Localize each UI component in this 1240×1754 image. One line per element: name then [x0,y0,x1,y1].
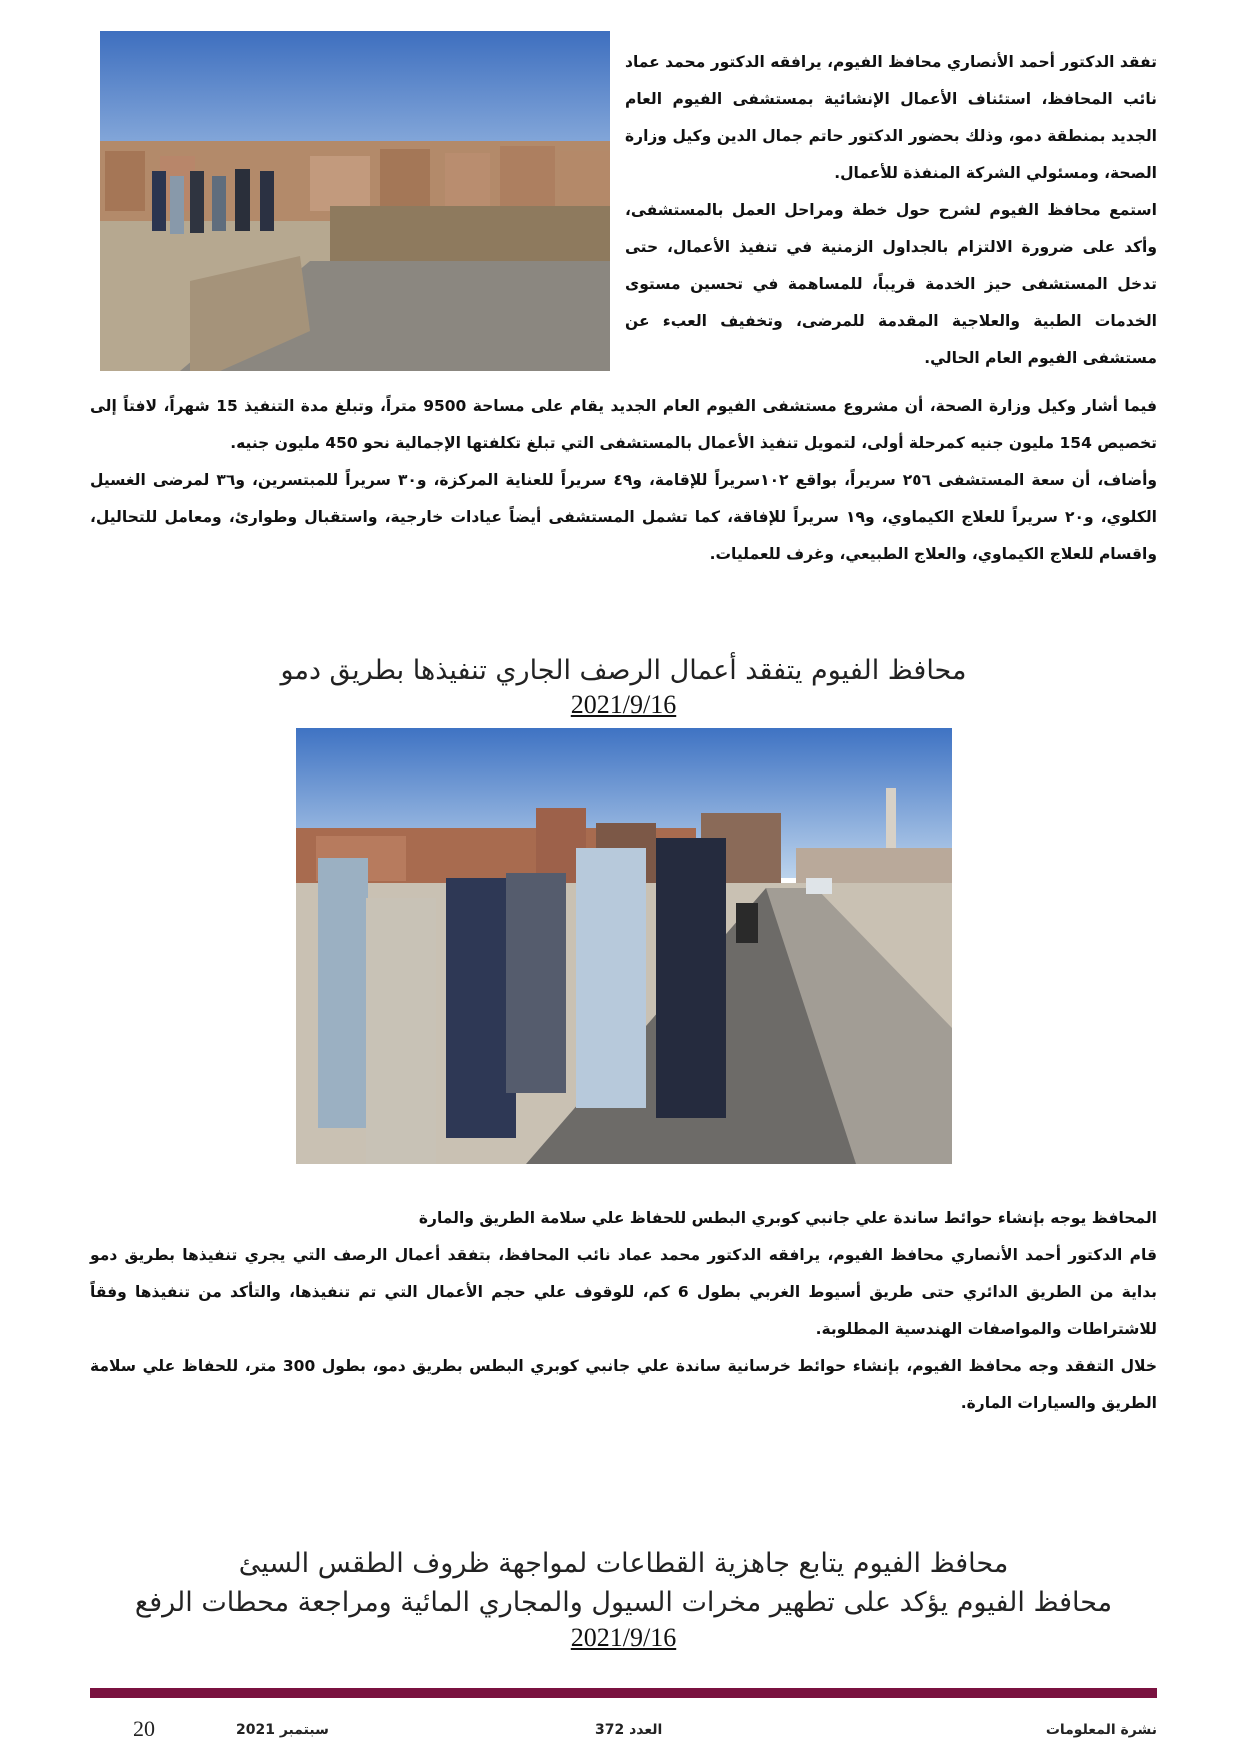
paragraph: تفقد الدكتور أحمد الأنصاري محافظ الفيوم، يرافقه الدكتور محمد عماد نائب المحافظ، استئناف الأعمال الإنشائية بمستشفى الفيوم العام الجديد بمنطقة دمو، وذلك بحضور الدكتور حاتم جمال الدين وكيل وزارة الصحة، ومسئولي الشركة المنفذة للأعمال. [625,53,1157,182]
section3-date: 2021/9/16 [570,1623,677,1652]
section2-text [90,1200,1157,1422]
paragraph: استمع محافظ الفيوم لشرح حول خطة ومراحل العمل بالمستشفى، وأكد على ضرورة الالتزام بالجداول الزمنية في تنفيذ الأعمال، حتى تدخل المستشفى حيز الخدمة قريباً، للمساهمة في تحسين مستوى الخدمات الطبية والعلاجية المقدمة للمرضى، وتخفيف العبء عن مستشفى الفيوم العام الحالي. [625,201,1157,367]
section2-headline: محافظ الفيوم يتفقد أعمال الرصف الجاري تنفيذها بطريق دمو [280,655,967,686]
section1-full-text [90,388,1157,573]
footer-issue: العدد 372 [595,1722,663,1738]
section3-headline-1: محافظ الفيوم يتابع جاهزية القطاعات لمواجهة ظروف الطقس السيئ [238,1548,1009,1579]
paragraph: قام الدكتور أحمد الأنصاري محافظ الفيوم، يرافقه الدكتور محمد عماد نائب المحافظ، بتفقد أعمال الرصف التي يجري تنفيذها بطريق دمو بداية من الطريق الدائري حتى طريق أسيوط الغربي بطول 6 كم، للوقوف علي حجم الأعمال التي تم تنفيذها، والتأكد من تنفيذها وفقاً للاشتراطات والمواصفات الهندسية المطلوبة. [90,1246,1157,1338]
paragraph: فيما أشار وكيل وزارة الصحة، أن مشروع مستشفى الفيوم العام الجديد يقام على مساحة 9500 متراً، وتبلغ مدة التنفيذ 15 شهراً، لافتاً إلى تخصيص 154 مليون جنيه كمرحلة أولى، لتمويل تنفيذ الأعمال بالمستشفى التي تبلغ تكلفتها الإجمالية نحو 450 مليون جنيه. [90,397,1157,452]
hospital-site-photo [100,31,610,371]
footer-page-number: 20 [133,1716,155,1741]
footer-month: سبتمبر 2021 [236,1722,329,1738]
subheadline: المحافظ يوجه بإنشاء حوائط ساندة علي جانبي كوبري البطس للحفاظ علي سلامة الطريق والمارة [418,1209,1157,1227]
footer-bar [90,1688,1157,1698]
hospital-site-image [100,31,610,371]
section3-headline-2: محافظ الفيوم يؤكد على تطهير مخرات السيول والمجاري المائية ومراجعة محطات الرفع [134,1587,1113,1618]
footer-publication: نشرة المعلومات [1045,1722,1157,1738]
section1-side-text [625,44,1157,377]
road-inspection-image [296,728,952,1164]
section2-date: 2021/9/16 [570,690,677,719]
paragraph: خلال التفقد وجه محافظ الفيوم، بإنشاء حوائط خرسانية ساندة علي جانبي كوبري البطس بطريق دمو، بطول 300 متر، للحفاظ علي سلامة الطريق والسيارات المارة. [90,1357,1157,1412]
paragraph: وأضاف، أن سعة المستشفى ٢٥٦ سريراً، بواقع ١٠٢سريراً للإقامة، و٤٩ سريراً للعناية المركزة، و٣٠ سريراً للمبتسرين، و٣٦ لمرضى الغسيل الكلوي، و٢٠ سريراً للعلاج الكيماوي، و١٩ سريراً للإفاقة، كما تشمل المستشفى أيضاً عيادات خارجية، واستقبال وطوارئ، ومعامل للتحاليل، واقسام للعلاج الكيماوي، والعلاج الطبيعي، وغرف للعمليات. [90,471,1158,563]
road-inspection-photo [296,728,952,1164]
